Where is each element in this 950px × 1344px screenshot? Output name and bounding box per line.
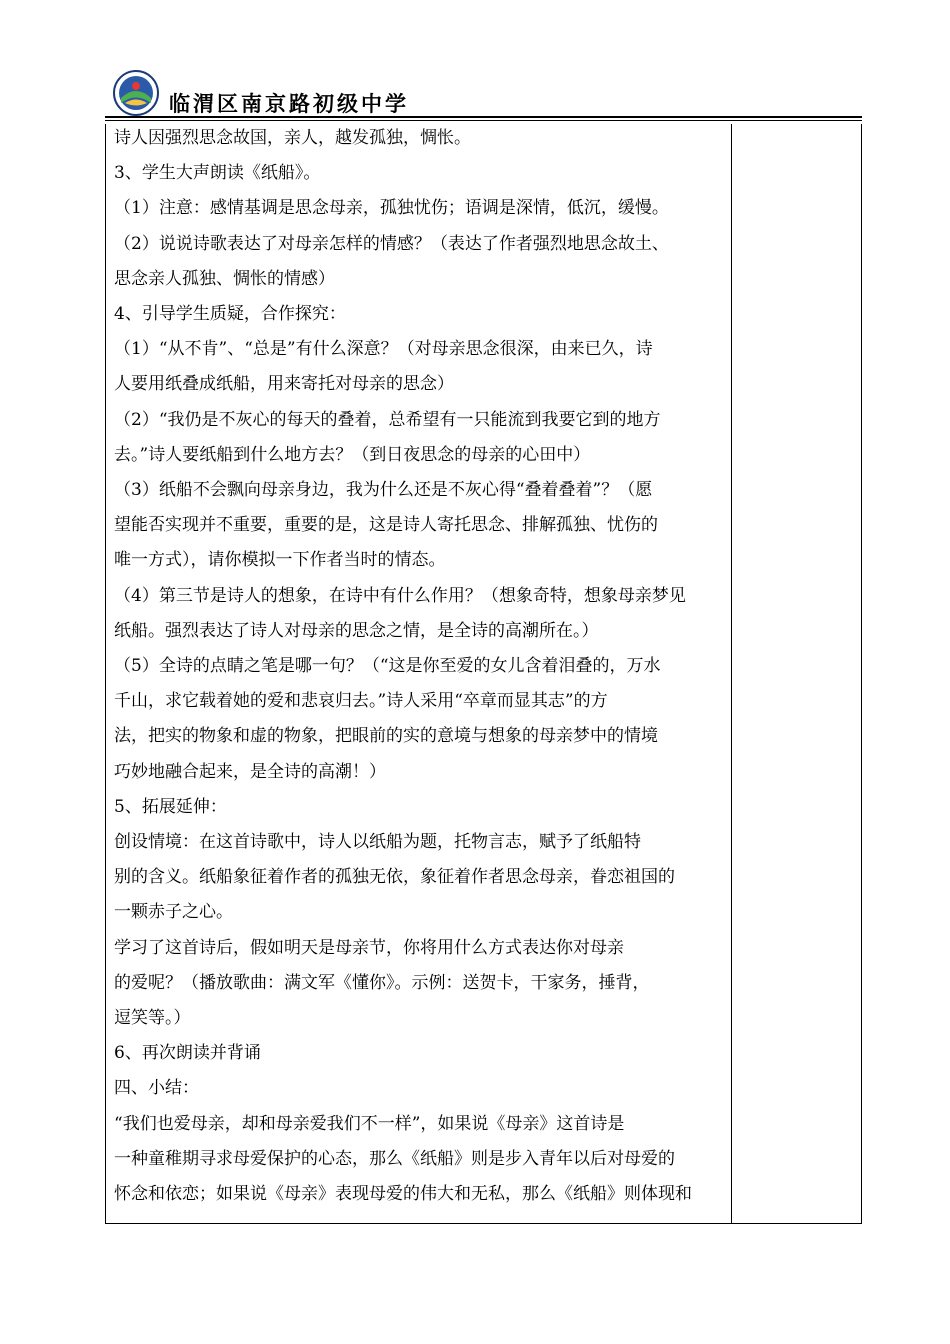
text-line: 去。”诗人要纸船到什么地方去？（到日夜思念的母亲的心田中） bbox=[114, 444, 591, 465]
text-line: 唯一方式），请你模拟一下作者当时的情态。 bbox=[114, 550, 446, 571]
column-divider bbox=[731, 124, 732, 1223]
page-header bbox=[105, 70, 862, 120]
text-line: （2）说说诗歌表达了对母亲怎样的情感？（表达了作者强烈地思念故土、 bbox=[114, 233, 669, 254]
text-line: 一颗赤子之心。 bbox=[114, 902, 233, 923]
text-line: 的爱呢？（播放歌曲：满文军《懂你》。示例：送贺卡，干家务，捶背， bbox=[114, 972, 650, 993]
text-line: 诗人因强烈思念故国，亲人，越发孤独，惆怅。 bbox=[114, 128, 471, 148]
text-line: 学习了这首诗后，假如明天是母亲节，你将用什么方式表达你对母亲 bbox=[114, 937, 624, 958]
header-rule bbox=[105, 116, 862, 118]
header-rule-thin bbox=[105, 120, 862, 121]
school-name: 临渭区南京路初级中学 bbox=[169, 92, 409, 116]
text-line: “我们也爱母亲，却和母亲爱我们不一样”，如果说《母亲》这首诗是 bbox=[114, 1113, 625, 1134]
text-line: （2）“我仍是不灰心的每天的叠着，总希望有一只能流到我要它到的地方 bbox=[114, 409, 661, 430]
text-line: （3）纸船不会飘向母亲身边，我为什么还是不灰心得“叠着叠着”？（愿 bbox=[114, 480, 653, 500]
text-line: 6、再次朗读并背诵 bbox=[114, 1043, 261, 1064]
text-line: （1）注意：感情基调是思念母亲，孤独忧伤；语调是深情，低沉，缓慢。 bbox=[114, 198, 669, 219]
text-line: 四、小结： bbox=[114, 1078, 199, 1099]
school-logo-icon bbox=[113, 70, 159, 116]
text-line: 千山，求它载着她的爱和悲哀归去。”诗人采用“卒章而显其志”的方 bbox=[114, 691, 608, 712]
text-line: 思念亲人孤独、惆怅的情感） bbox=[114, 268, 335, 289]
lesson-table bbox=[105, 124, 862, 1224]
text-line: 逗笑等。） bbox=[114, 1008, 191, 1028]
text-line: 5、拓展延伸： bbox=[114, 796, 227, 817]
text-line: 3、学生大声朗读《纸船》。 bbox=[114, 163, 321, 184]
text-line: 怀念和依恋；如果说《母亲》表现母爱的伟大和无私，那么《纸船》则体现和 bbox=[114, 1184, 692, 1204]
text-line: 巧妙地融合起来，是全诗的高潮！） bbox=[114, 761, 386, 782]
text-line: 创设情境：在这首诗歌中，诗人以纸船为题，托物言志，赋予了纸船特 bbox=[114, 832, 641, 852]
text-line: 一种童稚期寻求母爱保护的心态，那么《纸船》则是步入青年以后对母爱的 bbox=[114, 1148, 675, 1169]
text-line: 纸船。强烈表达了诗人对母亲的思念之情，是全诗的高潮所在。） bbox=[114, 620, 599, 641]
text-line: 4、引导学生质疑，合作探究： bbox=[114, 304, 346, 324]
text-line: （4）第三节是诗人的想象，在诗中有什么作用？（想象奇特，想象母亲梦见 bbox=[114, 585, 686, 606]
text-line: 望能否实现并不重要，重要的是，这是诗人寄托思念、排解孤独、忧伤的 bbox=[114, 515, 658, 536]
text-line: 法，把实的物象和虚的物象，把眼前的实的意境与想象的母亲梦中的情境 bbox=[114, 726, 658, 747]
text-line: （1）“从不肯”、“总是”有什么深意？（对母亲思念很深，由来已久，诗 bbox=[114, 339, 653, 360]
text-line: 别的含义。纸船象征着作者的孤独无依，象征着作者思念母亲，眷恋祖国的 bbox=[114, 867, 675, 888]
text-line: 人要用纸叠成纸船，用来寄托对母亲的思念） bbox=[114, 374, 454, 395]
text-line: （5）全诗的点睛之笔是哪一句？（“这是你至爱的女儿含着泪叠的，万水 bbox=[114, 656, 661, 676]
